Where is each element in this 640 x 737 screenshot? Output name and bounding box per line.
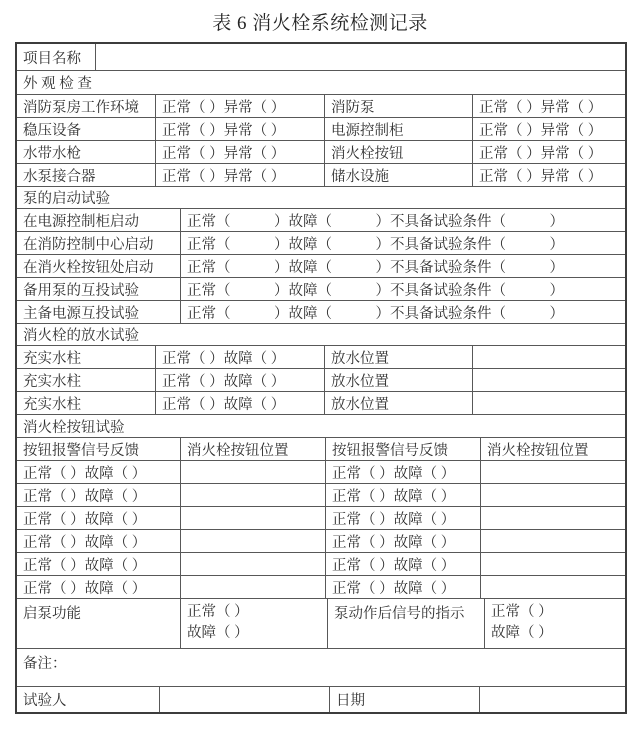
location-value bbox=[180, 553, 325, 575]
location-value bbox=[480, 576, 625, 598]
item-label: 水带水枪 bbox=[23, 145, 81, 162]
result-options: 正常（ ）故障（ ） bbox=[155, 346, 324, 368]
result-options: 正常（ ）异常（ ） bbox=[472, 95, 625, 117]
result-options: 正常（ ）故障（ ） bbox=[23, 580, 147, 597]
location-label: 放水位置 bbox=[324, 369, 472, 391]
result-options bbox=[180, 599, 327, 648]
button-test-column-header-row bbox=[17, 437, 625, 460]
result-options: 正常（ ）故障（ ） bbox=[23, 488, 147, 505]
result-options: 正常（ ）异常（ ） bbox=[155, 95, 324, 117]
item-label: 储水设施 bbox=[324, 164, 472, 186]
result-fault-option: 故障（ ） bbox=[187, 625, 249, 641]
result-options: 正常（ ）故障（ ） bbox=[325, 530, 480, 552]
discharge-section-header-row bbox=[17, 323, 625, 345]
result-options: 正常（ ）故障（ ）不具备试验条件（ ） bbox=[180, 232, 625, 254]
result-options: 正常（ ）故障（ ） bbox=[155, 369, 324, 391]
result-options: 正常（ ）故障（ ） bbox=[23, 465, 147, 482]
result-options: 正常（ ）故障（ ）不具备试验条件（ ） bbox=[180, 255, 625, 277]
remarks-label: 备注： bbox=[23, 656, 67, 672]
location-value bbox=[480, 484, 625, 506]
result-fault-option: 故障（ ） bbox=[491, 625, 553, 641]
discharge-section-header: 消火栓的放水试验 bbox=[23, 328, 139, 344]
location-value bbox=[180, 484, 325, 506]
tester-label: 试验人 bbox=[23, 693, 67, 709]
button-test-section-header-row bbox=[17, 414, 625, 437]
result-options: 正常（ ）故障（ ） bbox=[325, 507, 480, 529]
remarks-row bbox=[17, 648, 625, 686]
item-label: 备用泵的互投试验 bbox=[23, 282, 139, 299]
location-value bbox=[480, 461, 625, 483]
column-header: 按钮报警信号反馈 bbox=[325, 438, 480, 460]
location-value bbox=[180, 576, 325, 598]
project-name-label: 项目名称 bbox=[23, 50, 81, 67]
location-value bbox=[180, 530, 325, 552]
appearance-row bbox=[17, 163, 625, 186]
date-label: 日期 bbox=[329, 687, 479, 712]
item-label: 消防泵 bbox=[324, 95, 472, 117]
date-value bbox=[479, 687, 625, 712]
button-test-row bbox=[17, 483, 625, 506]
page-title: 表 6 消火栓系统检测记录 bbox=[212, 13, 428, 34]
result-options: 正常（ ）故障（ ） bbox=[325, 576, 480, 598]
project-name-row bbox=[17, 44, 625, 70]
pump-start-row bbox=[17, 277, 625, 300]
pump-function-row bbox=[17, 598, 625, 648]
item-label: 在电源控制柜启动 bbox=[23, 213, 139, 230]
location-value bbox=[180, 507, 325, 529]
button-test-row bbox=[17, 460, 625, 483]
button-test-row bbox=[17, 506, 625, 529]
inspection-table bbox=[15, 42, 627, 714]
item-label: 水泵接合器 bbox=[23, 168, 96, 185]
project-name-value bbox=[95, 44, 625, 70]
result-options: 正常（ ）故障（ ） bbox=[23, 511, 147, 528]
pump-start-section-header-row bbox=[17, 186, 625, 208]
discharge-row bbox=[17, 345, 625, 368]
item-label: 启泵功能 bbox=[23, 606, 81, 622]
pump-start-section-header: 泵的启动试验 bbox=[23, 191, 110, 207]
pump-start-row bbox=[17, 208, 625, 231]
result-options: 正常（ ）异常（ ） bbox=[472, 164, 625, 186]
column-header: 按钮报警信号反馈 bbox=[23, 442, 139, 459]
result-options: 正常（ ）故障（ ） bbox=[325, 553, 480, 575]
result-options: 正常（ ）异常（ ） bbox=[155, 141, 324, 163]
button-test-section-header: 消火栓按钮试验 bbox=[23, 419, 125, 436]
footer-row bbox=[17, 686, 625, 712]
location-value bbox=[480, 553, 625, 575]
appearance-row bbox=[17, 117, 625, 140]
discharge-row bbox=[17, 368, 625, 391]
item-label: 稳压设备 bbox=[23, 122, 81, 139]
pump-start-row bbox=[17, 231, 625, 254]
item-label: 泵动作后信号的指示 bbox=[327, 599, 484, 648]
discharge-row bbox=[17, 391, 625, 414]
item-label: 消火栓按钮 bbox=[324, 141, 472, 163]
result-options: 正常（ ）故障（ ） bbox=[325, 461, 480, 483]
result-options: 正常（ ）异常（ ） bbox=[472, 141, 625, 163]
result-options: 正常（ ）异常（ ） bbox=[155, 164, 324, 186]
pump-start-row bbox=[17, 300, 625, 323]
location-label: 放水位置 bbox=[324, 392, 472, 414]
location-value bbox=[480, 507, 625, 529]
item-label: 在消火栓按钮处启动 bbox=[23, 259, 154, 276]
result-options: 正常（ ）故障（ ）不具备试验条件（ ） bbox=[180, 278, 625, 300]
result-options: 正常（ ）故障（ ） bbox=[155, 392, 324, 414]
button-test-row bbox=[17, 575, 625, 598]
result-normal-option: 正常（ ） bbox=[187, 604, 249, 620]
result-options: 正常（ ）故障（ ） bbox=[23, 534, 147, 551]
result-options: 正常（ ）故障（ ）不具备试验条件（ ） bbox=[180, 209, 625, 231]
location-value bbox=[480, 530, 625, 552]
item-label: 主备电源互投试验 bbox=[23, 305, 139, 322]
location-value bbox=[472, 346, 625, 368]
result-options: 正常（ ）异常（ ） bbox=[155, 118, 324, 140]
location-value bbox=[472, 392, 625, 414]
result-options bbox=[484, 599, 625, 648]
column-header: 消火栓按钮位置 bbox=[480, 438, 625, 460]
appearance-section-header-row bbox=[17, 70, 625, 94]
appearance-section-header: 外 观 检 查 bbox=[23, 76, 92, 92]
column-header: 消火栓按钮位置 bbox=[180, 438, 325, 460]
pump-start-row bbox=[17, 254, 625, 277]
result-options: 正常（ ）故障（ ） bbox=[23, 557, 147, 574]
result-options: 正常（ ）故障（ ）不具备试验条件（ ） bbox=[180, 301, 625, 323]
item-label: 充实水柱 bbox=[23, 396, 81, 413]
result-options: 正常（ ）故障（ ） bbox=[325, 484, 480, 506]
item-label: 电源控制柜 bbox=[324, 118, 472, 140]
button-test-row bbox=[17, 552, 625, 575]
result-normal-option: 正常（ ） bbox=[491, 604, 553, 620]
appearance-row bbox=[17, 94, 625, 117]
button-test-row bbox=[17, 529, 625, 552]
item-label: 在消防控制中心启动 bbox=[23, 236, 154, 253]
tester-value bbox=[159, 687, 329, 712]
item-label: 消防泵房工作环境 bbox=[23, 99, 139, 116]
location-value bbox=[180, 461, 325, 483]
item-label: 充实水柱 bbox=[23, 373, 81, 390]
appearance-row bbox=[17, 140, 625, 163]
location-label: 放水位置 bbox=[324, 346, 472, 368]
location-value bbox=[472, 369, 625, 391]
result-options: 正常（ ）异常（ ） bbox=[472, 118, 625, 140]
item-label: 充实水柱 bbox=[23, 350, 81, 367]
